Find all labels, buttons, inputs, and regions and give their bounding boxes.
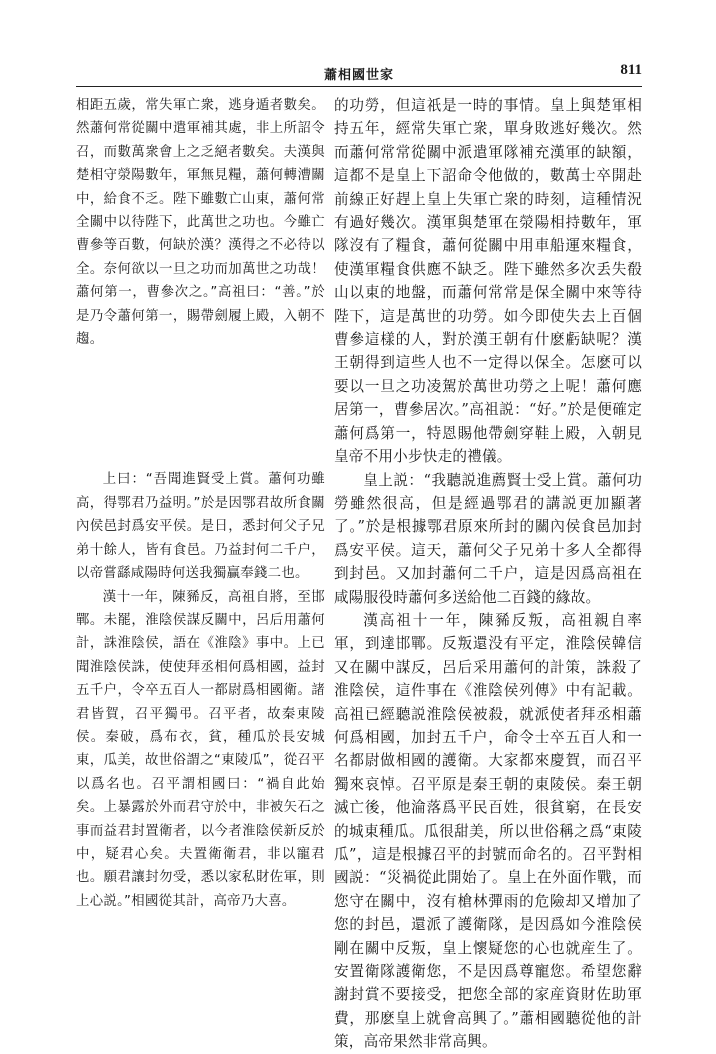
- classical-paragraph-2: 上曰：“吾聞進賢受上賞。蕭何功雖高，得鄂君乃益明。”於是因鄂君故所食關內侯邑封爲安平侯。是日，悉封何父子兄弟十餘人，皆有食邑。乃益封何二千户，以帝嘗繇咸陽時何送我獨贏奉錢二也。: [76, 472, 325, 582]
- classical-paragraph-1: 相距五歲，常失軍亡衆，逃身遁者數矣。然蕭何常從關中遣軍補其處，非上所詔令召，而數萬衆會上之乏絕者數矣。夫漢與楚相守滎陽數年，軍無見糧，蕭何轉漕關中，給食不乏。陛下雖數亡山東，蕭何常全關中以待陛下，此萬世之功也。今雖亡曹參等百數，何缺於漢？漢得之不必待以全。奈何欲以一旦之功而加萬世之功哉！蕭何第一，曹參次之。”高祖曰：“善。”於是乃令蕭何第一，賜帶劍履上殿，入朝不趨。: [76, 98, 325, 348]
- translation-paragraph-3: 漢高祖十一年，陳豨反叛，高祖親自率軍，到達邯鄲。反叛還没有平定，淮陰侯韓信又在關中謀反，呂后采用蕭何的計策，誅殺了淮陰侯，這件事在《淮陰侯列傳》中有記載。高祖已經聽説淮陰侯被殺，就派使者拜丞相蕭何爲相國，加封五千户，命令士卒五百人和一名都尉做相國的護衛。大家都來慶賀，而召平獨來哀悼。召平原是秦王朝的東陵侯。秦王朝滅亡後，他淪落爲平民百姓，很貧窮，在長安的城東種瓜。瓜很甜美，所以世俗稱之爲“東陵瓜”，這是根據召平的封號而命名的。召平對相國説：“災禍從此開始了。皇上在外面作戰，而您守在關中，沒有槍林彈雨的危險却又增加了您的封邑，還派了護衛隊，是因爲如今淮陰侯剛在關中反叛，皇上懷疑您的心也就産生了。安置衛隊護衛您，不是因爲尊寵您。希望您辭謝封賞不要接受，把您全部的家産資財佐助軍費，那麽皇上就會高興了。”蕭相國聽從他的計策，高帝果然非常高興。: [334, 611, 642, 1051]
- classical-paragraph-3: 漢十一年，陳豨反，高祖自將，至邯鄲。未罷，淮陰侯謀反關中，呂后用蕭何計，誅淮陰侯，語在《淮陰》事中。上已聞淮陰侯誅，使使拜丞相何爲相國，益封五千户，令卒五百人一都尉爲相國衛。諸君皆賀，召平獨弔。召平者，故秦東陵侯。秦破，爲布衣，貧，種瓜於長安城東，瓜美，故世俗謂之“東陵瓜”，從召平以爲名也。召平謂相國曰：“禍自此始矣。上暴露於外而君守於中，非被矢石之事而益君封置衛者，以今者淮陰侯新反於中，疑君心矣。夫置衛衛君，非以寵君也。願君讓封勿受，悉以家私財佐軍，則上心説。”相國從其計，高帝乃大喜。: [76, 589, 325, 909]
- page-header: [76, 56, 642, 86]
- header-rule: [76, 86, 642, 87]
- paragraph-gap: [76, 351, 325, 468]
- page-number: 811: [620, 62, 642, 78]
- translation-paragraph-2: 皇上説：“我聽説進薦賢士受上賞。蕭何功勞雖然很高，但是經過鄂君的講説更加顯著了。”於是根據鄂君原來所封的關內侯食邑加封爲安平侯。這天，蕭何父子兄弟十多人全都得到封邑。又加封蕭何二千户，這是因爲高祖在咸陽服役時蕭何多送給他二百錢的緣故。: [334, 471, 642, 606]
- translation-column: [334, 94, 642, 1054]
- classical-text-column: [76, 94, 325, 913]
- translation-paragraph-1: 的功勞，但這祇是一時的事情。皇上與楚軍相持五年，經常失軍亡衆，單身敗逃好幾次。然而蕭何常常從關中派遣軍隊補充漢軍的缺額，這都不是皇上下詔命令他做的，數萬士卒開赴前線正好趕上皇上失軍亡衆的時刻，這種情況有過好幾次。漢軍與楚軍在滎陽相持數年，軍隊沒有了糧食，蕭何從關中用車船運來糧食，使漢軍糧食供應不缺乏。陛下雖然多次丢失殽山以東的地盤，而蕭何常常是保全關中來等待陛下，這是萬世的功勞。如今即使失去上百個曹參這樣的人，對於漢王朝有什麽虧缺呢？漢王朝得到這些人也不一定得以保全。怎麽可以要以一旦之功凌駕於萬世功勞之上呢！蕭何應居第一，曹參居次。”高祖説：“好。”於是便確定蕭何爲第一，特恩賜他帶劍穿鞋上殿，入朝見皇帝不用小步快走的禮儀。: [334, 97, 642, 466]
- running-title: 蕭相國世家: [323, 68, 394, 83]
